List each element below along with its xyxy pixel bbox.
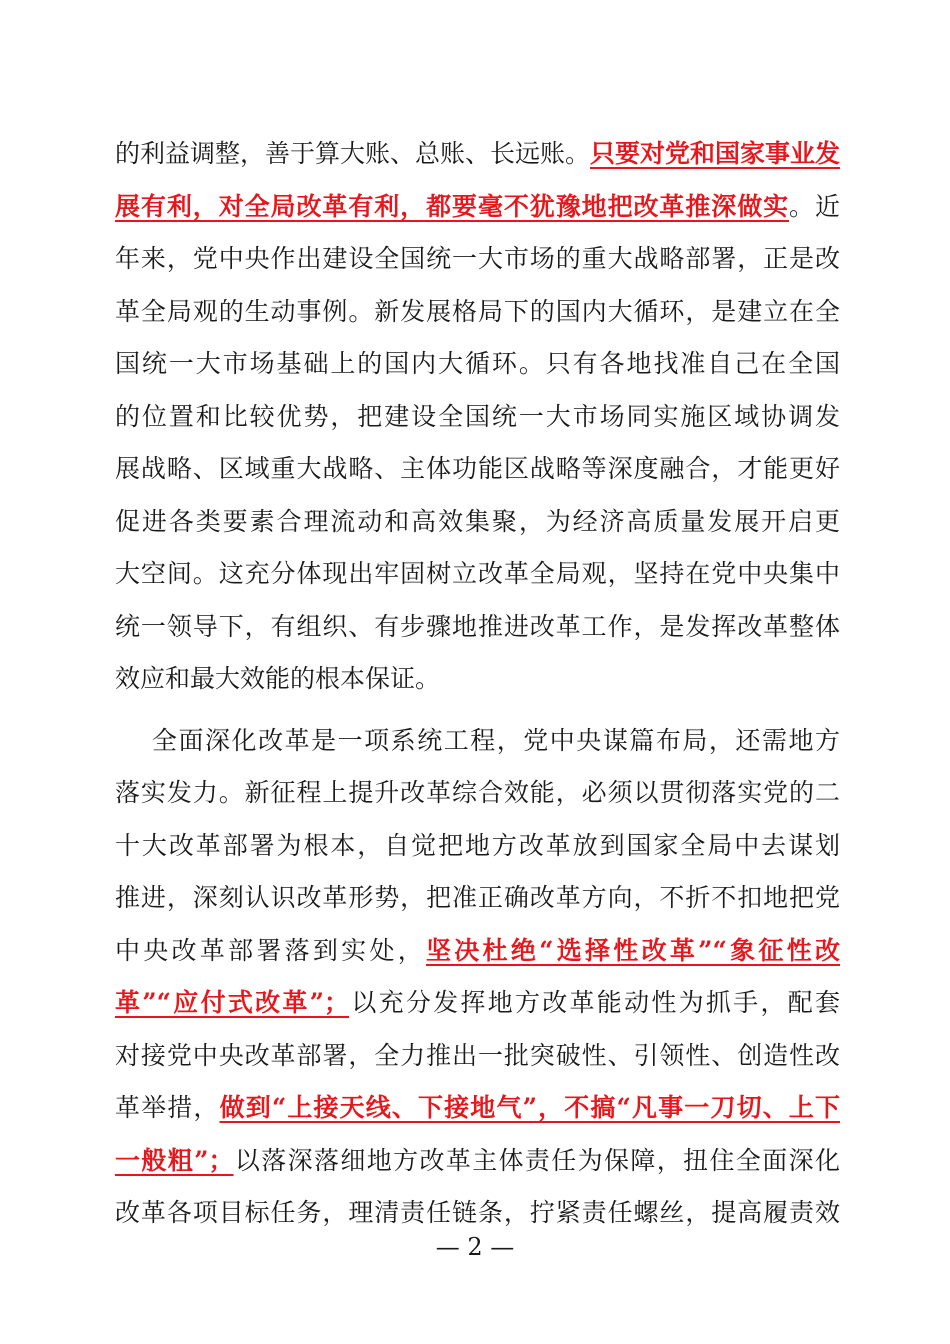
text-line [115, 181, 840, 234]
text-line: 促进各类要素合理流动和高效集聚，为经济高质量发展开启更 [115, 506, 840, 536]
text-line: 效应和最大效能的根本保证。 [115, 664, 441, 693]
text-line: 推进，深刻认识改革形势，把准正确改革方向，不折不扣地把党 [115, 883, 840, 912]
text-line: 落实发力。新征程上提升改革综合效能，必须以贯彻落实党的二 [115, 778, 840, 807]
text-run: 。近 [789, 191, 840, 221]
text-run: 以充分发挥地方改革能动性为抓手，配套 [349, 988, 840, 1017]
text-line [115, 977, 840, 1030]
text-run: 中央改革部署落到实处， [115, 935, 427, 965]
highlighted-text: 革”“应付式改革”； [115, 988, 350, 1017]
page-number: — 2 — [435, 1233, 515, 1261]
text-line: 十大改革部署为根本，自觉把地方改革放到国家全局中去谋划 [115, 830, 840, 860]
text-line: 革全局观的生动事例。新发展格局下的国内大循环，是建立在全 [115, 296, 840, 326]
text-run: 以落深落细地方改革主体责任为保障，扭住全面深化 [233, 1145, 840, 1175]
highlighted-text: 只要对党和国家事业发 [590, 139, 841, 168]
text-line: 统一领导下，有组织、有步骤地推进改革工作，是发挥改革整体 [115, 611, 840, 641]
text-line: 全面深化改革是一项系统工程，党中央谋篇布局，还需地方 [152, 725, 840, 755]
highlighted-text: 展有利，对全局改革有利，都要毫不犹豫地把改革推深做实 [115, 191, 790, 221]
highlighted-text: 做到“上接天线、下接地气”，不搞“凡事一刀切、上下 [219, 1093, 840, 1122]
text-line [115, 128, 840, 181]
text-line [115, 1082, 840, 1135]
body-text [115, 128, 840, 1240]
paragraph-2 [115, 715, 840, 1240]
text-run: 革举措， [115, 1093, 220, 1122]
highlighted-text: 坚决杜绝“选择性改革”“象征性改 [426, 935, 840, 965]
text-line: 展战略、区域重大战略、主体功能区战略等深度融合，才能更好 [115, 454, 840, 483]
text-line: 改革各项目标任务，理清责任链条，拧紧责任螺丝，提高履责效 [115, 1198, 840, 1227]
text-line: 对接党中央改革部署，全力推出一批突破性、引领性、创造性改 [115, 1040, 840, 1070]
paragraph-gap [115, 706, 840, 715]
text-line: 年来，党中央作出建设全国统一大市场的重大战略部署，正是改 [115, 244, 840, 273]
text-line: 的位置和比较优势，把建设全国统一大市场同实施区域协调发 [115, 401, 840, 431]
text-run: 的利益调整，善于算大账、总账、长远账。 [115, 139, 591, 168]
text-line: 大空间。这充分体现出牢固树立改革全局观，坚持在党中央集中 [115, 559, 840, 588]
highlighted-text: 一般粗”； [115, 1145, 234, 1175]
paragraph-1 [115, 128, 840, 706]
text-line [115, 925, 840, 978]
text-line: 国统一大市场基础上的国内大循环。只有各地找准自己在全国 [115, 349, 840, 378]
text-line [115, 1135, 840, 1188]
